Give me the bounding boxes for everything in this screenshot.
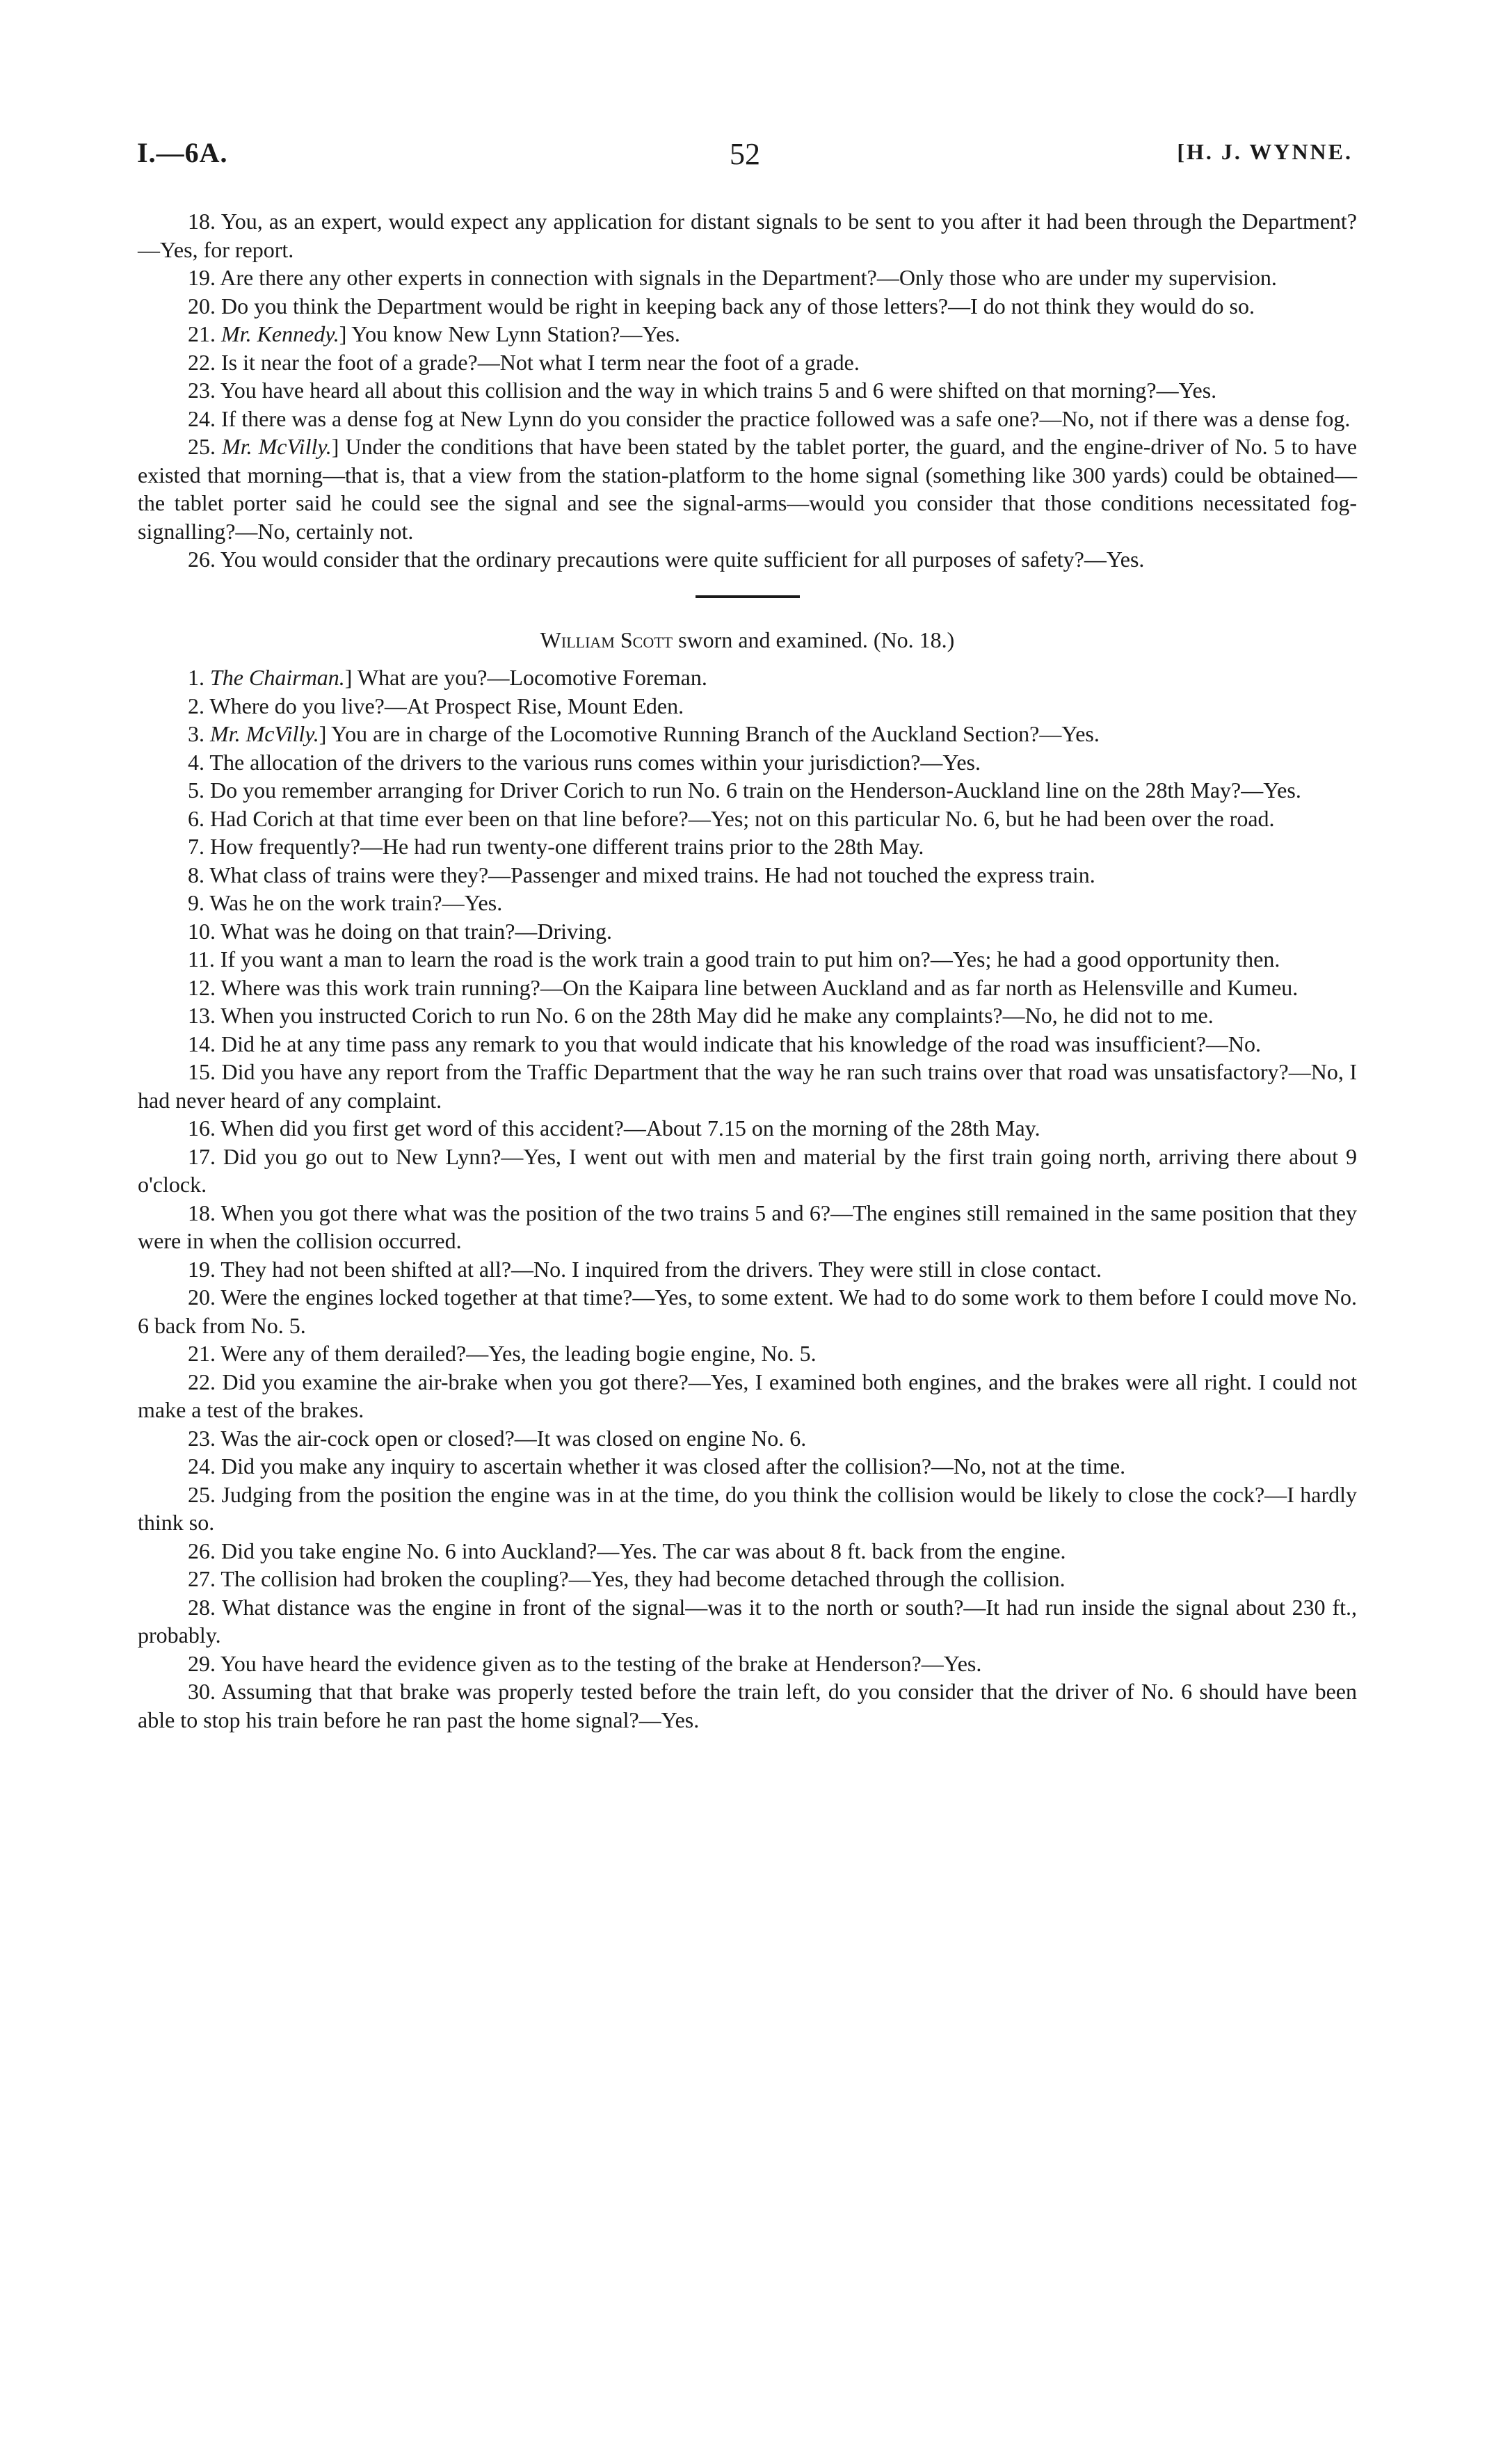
qa-text: ] You are in charge of the Locomotive Running Branch of the Auckland Section?—Yes. <box>319 721 1100 746</box>
qa-text: 10. What was he doing on that train?—Driving. <box>188 918 612 944</box>
qa-paragraph <box>138 748 1357 777</box>
qa-text: 18. You, as an expert, would expect any application for distant signals to be sent to you after it had been through the Department?—Yes, for report. <box>138 209 1357 262</box>
qa-paragraph <box>138 1114 1357 1143</box>
qa-paragraph <box>138 1058 1357 1114</box>
document-reference: I.—6A. <box>137 137 228 168</box>
qa-text: ] You know New Lynn Station?—Yes. <box>339 321 680 346</box>
qa-paragraph <box>138 1030 1357 1058</box>
qa-paragraph <box>138 1593 1357 1650</box>
qa-text: 12. Where was this work train running?—On the Kaipara line between Auckland and as far north as Helensville and Kumeu. <box>188 974 1299 1000</box>
qa-text: 29. You have heard the evidence given as to the testing of the brake at Henderson?—Yes. <box>188 1650 982 1676</box>
speaker-name: Mr. Kennedy. <box>221 321 339 346</box>
qa-paragraph <box>138 663 1357 692</box>
qa-paragraph <box>138 433 1357 545</box>
qa-paragraph <box>138 1677 1357 1734</box>
qa-text: 6. Had Corich at that time ever been on that line before?—Yes; not on this particular No. 6, but he had been over the road. <box>188 805 1275 831</box>
qa-text: 9. Was he on the work train?—Yes. <box>188 890 503 915</box>
qa-paragraph <box>138 832 1357 861</box>
qa-text: 4. The allocation of the drivers to the various runs comes within your jurisdiction?—Yes. <box>188 749 981 775</box>
qa-paragraph <box>138 207 1357 264</box>
qa-paragraph <box>138 720 1357 748</box>
qa-paragraph <box>138 348 1357 377</box>
qa-text: 8. What class of trains were they?—Passenger and mixed trains. He had not touched the express train. <box>188 862 1095 887</box>
qa-text: 24. If there was a dense fog at New Lynn do you consider the practice followed was a safe one?—No, not if there was a dense fog. <box>188 405 1351 431</box>
qa-text: 14. Did he at any time pass any remark to you that would indicate that his knowledge of the road was insufficient?—No. <box>188 1031 1262 1056</box>
qa-text: 18. When you got there what was the position of the two trains 5 and 6?—The engines still remained in the same position that they were in when the collision occurred. <box>138 1200 1357 1253</box>
question-number: 1. <box>188 665 210 690</box>
question-number: 3. <box>188 721 210 746</box>
qa-paragraph <box>138 889 1357 917</box>
speaker-name: The Chairman. <box>210 665 345 690</box>
testimony-continued <box>138 207 1357 574</box>
speaker-name: Mr. McVilly. <box>222 434 332 459</box>
qa-text: 11. If you want a man to learn the road is the work train a good train to put him on?—Yes; he had a good opportunity then. <box>188 947 1280 972</box>
page-number: 52 <box>730 137 760 171</box>
qa-text: 26. Did you take engine No. 6 into Auckland?—Yes. The car was about 8 ft. back from the engine. <box>188 1538 1066 1563</box>
qa-paragraph <box>138 292 1357 321</box>
qa-text: 27. The collision had broken the coupling?—Yes, they had become detached through the collision. <box>188 1566 1066 1591</box>
qa-text: 15. Did you have any report from the Traffic Department that the way he ran such trains over that road was unsatisfactory?—No, I had never heard of any complaint. <box>138 1059 1357 1113</box>
qa-text: 22. Did you examine the air-brake when you got there?—Yes, I examined both engines, and the brakes were all right. I could not make a test of the brakes. <box>138 1369 1357 1422</box>
qa-paragraph <box>138 264 1357 292</box>
qa-text: 19. They had not been shifted at all?—No. I inquired from the drivers. They were still in close contact. <box>188 1256 1102 1282</box>
qa-paragraph <box>138 320 1357 348</box>
question-number: 25. <box>188 434 223 459</box>
qa-paragraph <box>138 1537 1357 1565</box>
qa-paragraph <box>138 405 1357 433</box>
qa-text: 7. How frequently?—He had run twenty-one different trains prior to the 28th May. <box>188 834 924 859</box>
qa-paragraph <box>138 1283 1357 1339</box>
qa-text: 22. Is it near the foot of a grade?—Not what I term near the foot of a grade. <box>188 349 860 375</box>
qa-text: 23. Was the air-cock open or closed?—It was closed on engine No. 6. <box>188 1425 807 1451</box>
qa-text: 19. Are there any other experts in connection with signals in the Department?—Only those who are under my supervision. <box>188 265 1277 290</box>
qa-paragraph <box>138 1368 1357 1424</box>
witness-heading-rest: sworn and examined. (No. 18.) <box>673 627 955 652</box>
qa-text: 20. Were the engines locked together at that time?—Yes, to some extent. We had to do some work to them before I could move No. 6 back from No. 5. <box>138 1285 1357 1338</box>
page-header <box>137 136 1353 178</box>
qa-text: 16. When did you first get word of this accident?—About 7.15 on the morning of the 28th May. <box>188 1116 1040 1141</box>
qa-text: 2. Where do you live?—At Prospect Rise, Mount Eden. <box>188 693 684 718</box>
qa-text: 13. When you instructed Corich to run No. 6 on the 28th May did he make any complaints?—No, he did not to me. <box>188 1003 1214 1028</box>
qa-paragraph <box>138 1452 1357 1481</box>
qa-text: 20. Do you think the Department would be right in keeping back any of those letters?—I do not think they would do so. <box>188 293 1255 319</box>
testimony-william-scott <box>138 663 1357 1734</box>
witness-heading <box>138 626 1357 654</box>
qa-paragraph <box>138 974 1357 1002</box>
qa-paragraph <box>138 1199 1357 1255</box>
qa-paragraph <box>138 1255 1357 1284</box>
qa-paragraph <box>138 861 1357 889</box>
qa-text: 28. What distance was the engine in front of the signal—was it to the north or south?—It had run inside the signal about 230 ft., probably. <box>138 1594 1357 1648</box>
speaker-name: Mr. McVilly. <box>210 721 319 746</box>
qa-text: 23. You have heard all about this collision and the way in which trains 5 and 6 were shifted on that morning?—Yes. <box>188 378 1217 403</box>
qa-paragraph <box>138 1565 1357 1593</box>
question-number: 21. <box>188 321 221 346</box>
qa-paragraph <box>138 776 1357 805</box>
qa-text: 25. Judging from the position the engine was in at the time, do you think the collision would be likely to close the cock?—I hardly think so. <box>138 1481 1357 1535</box>
qa-paragraph <box>138 1339 1357 1368</box>
qa-text: 24. Did you make any inquiry to ascertain whether it was closed after the collision?—No, not at the time. <box>188 1454 1126 1479</box>
witness-running-head: [H. J. WYNNE. <box>1177 139 1353 164</box>
qa-text: ] Under the conditions that have been stated by the tablet porter, the guard, and the engine-driver of No. 5 to have existed that morning—that is, that a view from the station-platform to the home signal (something like 300 yards) could be obtained—the tablet porter said he could see the signal and see the signal-arms—would you consider that those conditions necessitated fog-signalling?—No, certainly not. <box>138 434 1358 544</box>
page-body <box>138 207 1357 1734</box>
qa-paragraph <box>138 376 1357 405</box>
qa-text: 21. Were any of them derailed?—Yes, the leading bogie engine, No. 5. <box>188 1341 817 1366</box>
qa-paragraph <box>138 805 1357 833</box>
qa-paragraph <box>138 545 1357 574</box>
qa-paragraph <box>138 1001 1357 1030</box>
qa-paragraph <box>138 1143 1357 1199</box>
qa-text: 26. You would consider that the ordinary precautions were quite sufficient for all purposes of safety?—Yes. <box>188 547 1145 572</box>
qa-text: ] What are you?—Locomotive Foreman. <box>344 665 707 690</box>
qa-text: 5. Do you remember arranging for Driver Corich to run No. 6 train on the Henderson-Auckland line on the 28th May?—Yes. <box>188 778 1301 803</box>
witness-name: William Scott <box>540 627 673 652</box>
qa-paragraph <box>138 945 1357 974</box>
qa-paragraph <box>138 692 1357 720</box>
section-divider <box>696 595 800 598</box>
qa-paragraph <box>138 1424 1357 1453</box>
qa-paragraph <box>138 917 1357 946</box>
qa-paragraph <box>138 1481 1357 1537</box>
qa-text: 17. Did you go out to New Lynn?—Yes, I went out with men and material by the first train going north, arriving there about 9 o'clock. <box>138 1143 1357 1197</box>
qa-text: 30. Assuming that that brake was properly tested before the train left, do you consider that the driver of No. 6 should have been able to stop his train before he ran past the home signal?—Yes. <box>138 1679 1357 1732</box>
qa-paragraph <box>138 1650 1357 1678</box>
